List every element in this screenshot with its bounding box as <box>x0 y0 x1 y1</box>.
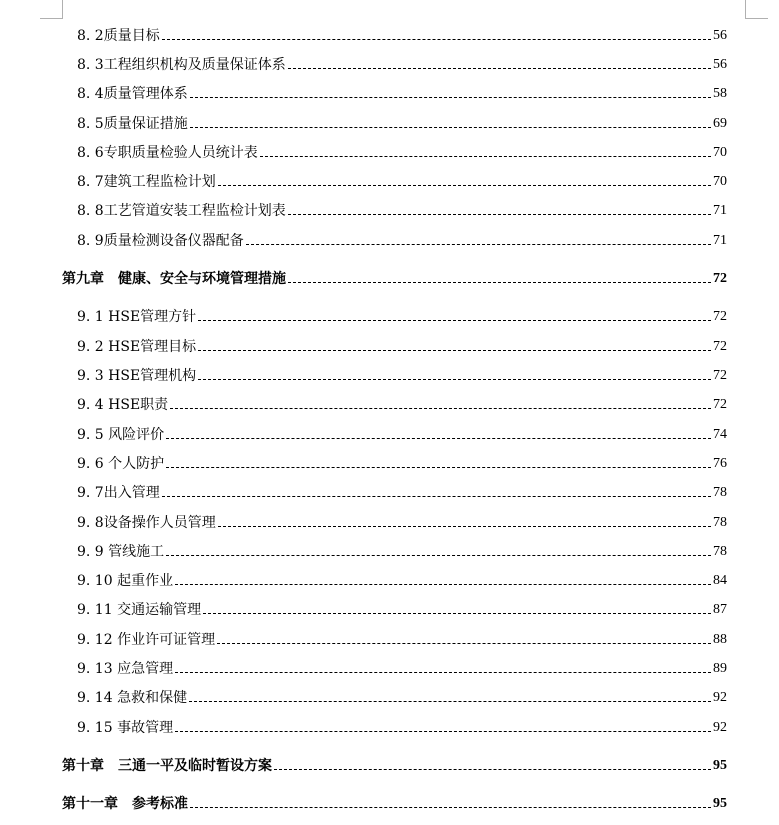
toc-entry[interactable] <box>77 687 727 707</box>
toc-dot-leader <box>198 379 711 380</box>
toc-entry-page: 70 <box>713 174 727 189</box>
toc-dot-leader <box>166 467 711 468</box>
toc-chapter-title: 第九章 健康、安全与环境管理措施 <box>62 271 286 287</box>
toc-entry-page: 87 <box>713 602 727 617</box>
toc-chapter-title: 第十一章 参考标准 <box>62 796 188 812</box>
toc-entry-title: 9. 8设备操作人员管理 <box>77 515 216 531</box>
toc-entry[interactable] <box>77 113 727 133</box>
toc-entry[interactable] <box>77 230 727 250</box>
toc-entry-page: 89 <box>713 661 727 676</box>
toc-entry-title: 8. 9质量检测设备仪器配备 <box>77 233 244 249</box>
toc-entry-title: 9. 5 风险评价 <box>77 427 165 443</box>
toc-entry-title: 8. 2质量目标 <box>77 28 160 44</box>
toc-entry-title: 9. 10 起重作业 <box>77 573 174 589</box>
toc-entry-page: 70 <box>713 145 727 160</box>
toc-entry[interactable] <box>77 512 727 532</box>
toc-entry[interactable] <box>77 629 727 649</box>
toc-entry-title: 9. 1 HSE管理方针 <box>77 309 197 325</box>
toc-dot-leader <box>189 701 711 702</box>
toc-dot-leader <box>190 97 711 98</box>
toc-entry-title: 9. 6 个人防护 <box>77 456 165 472</box>
toc-entry-page: 92 <box>713 690 727 705</box>
toc-entry-page: 84 <box>713 573 727 588</box>
toc-entry[interactable] <box>77 200 727 220</box>
toc-entry-page: 69 <box>713 116 727 131</box>
toc-entry-title: 8. 7建筑工程监检计划 <box>77 174 216 190</box>
toc-entry-title: 8. 6专职质量检验人员统计表 <box>77 145 258 161</box>
toc-dot-leader <box>190 807 711 808</box>
toc-entry-page: 88 <box>713 632 727 647</box>
toc-dot-leader <box>198 320 711 321</box>
toc-dot-leader <box>274 769 711 770</box>
toc-dot-leader <box>170 408 711 409</box>
toc-dot-leader <box>175 584 711 585</box>
toc-entry-page: 78 <box>713 515 727 530</box>
toc-entry-title: 8. 3工程组织机构及质量保证体系 <box>77 57 286 73</box>
toc-entry-title: 8. 4质量管理体系 <box>77 86 188 102</box>
toc-entry-title: 8. 8工艺管道安装工程监检计划表 <box>77 203 286 219</box>
toc-entry-title: 9. 13 应急管理 <box>77 661 174 677</box>
toc-chapter-title: 第十章 三通一平及临时暂设方案 <box>62 758 272 774</box>
toc-entry-title: 9. 11 交通运输管理 <box>77 602 202 618</box>
toc-entry[interactable] <box>77 424 727 444</box>
toc-chapter-page: 95 <box>713 796 727 811</box>
toc-dot-leader <box>198 350 711 351</box>
toc-entry-title: 8. 5质量保证措施 <box>77 116 188 132</box>
toc-entry[interactable] <box>77 570 727 590</box>
toc-entry-page: 72 <box>713 397 727 412</box>
toc-dot-leader <box>246 244 711 245</box>
toc-dot-leader <box>218 526 711 527</box>
toc-entry-title: 9. 9 管线施工 <box>77 544 165 560</box>
toc-dot-leader <box>175 672 711 673</box>
toc-dot-leader <box>217 643 711 644</box>
toc-dot-leader <box>175 731 711 732</box>
toc-entry-page: 58 <box>713 86 727 101</box>
toc-entry-page: 74 <box>713 427 727 442</box>
toc-dot-leader <box>190 127 711 128</box>
toc-entry[interactable] <box>77 599 727 619</box>
toc-entry[interactable] <box>77 306 727 326</box>
toc-entry[interactable] <box>77 171 727 191</box>
toc-entry-page: 71 <box>713 233 727 248</box>
toc-dot-leader <box>162 496 711 497</box>
toc-entry[interactable] <box>77 717 727 737</box>
toc-entry-page: 92 <box>713 720 727 735</box>
toc-dot-leader <box>162 39 711 40</box>
toc-entry-title: 9. 7出入管理 <box>77 485 160 501</box>
toc-dot-leader <box>288 68 711 69</box>
toc-entry-page: 78 <box>713 485 727 500</box>
toc-entry-title: 9. 4 HSE职责 <box>77 397 169 413</box>
toc-dot-leader <box>203 613 711 614</box>
toc-entry[interactable] <box>77 658 727 678</box>
toc-entry[interactable] <box>77 25 727 45</box>
toc-entry[interactable] <box>77 394 727 414</box>
toc-chapter-entry[interactable] <box>62 268 727 288</box>
toc-entry[interactable] <box>77 365 727 385</box>
toc-entry[interactable] <box>77 142 727 162</box>
toc-entry-page: 72 <box>713 368 727 383</box>
toc-dot-leader <box>166 438 711 439</box>
toc-entry[interactable] <box>77 453 727 473</box>
toc-entry[interactable] <box>77 54 727 74</box>
toc-dot-leader <box>260 156 711 157</box>
toc-entry[interactable] <box>77 336 727 356</box>
toc-entry[interactable] <box>77 482 727 502</box>
toc-entry-title: 9. 3 HSE管理机构 <box>77 368 197 384</box>
toc-dot-leader <box>288 282 711 283</box>
toc-chapter-entry[interactable] <box>62 755 727 775</box>
toc-entry-title: 9. 2 HSE管理目标 <box>77 339 197 355</box>
toc-entry-title: 9. 12 作业许可证管理 <box>77 632 216 648</box>
toc-entry-page: 76 <box>713 456 727 471</box>
toc-dot-leader <box>218 185 711 186</box>
toc-entry-title: 9. 14 急救和保健 <box>77 690 188 706</box>
toc-entry-page: 72 <box>713 309 727 324</box>
toc-entry-page: 71 <box>713 203 727 218</box>
toc-entry-page: 78 <box>713 544 727 559</box>
toc-dot-leader <box>288 214 711 215</box>
toc-chapter-entry[interactable] <box>62 793 727 813</box>
toc-entry-title: 9. 15 事故管理 <box>77 720 174 736</box>
toc-entry[interactable] <box>77 83 727 103</box>
toc-chapter-page: 95 <box>713 758 727 773</box>
toc-dot-leader <box>166 555 711 556</box>
toc-entry-page: 56 <box>713 28 727 43</box>
toc-entry-page: 72 <box>713 339 727 354</box>
toc-chapter-page: 72 <box>713 271 727 286</box>
toc-entry[interactable] <box>77 541 727 561</box>
toc-entry-page: 56 <box>713 57 727 72</box>
